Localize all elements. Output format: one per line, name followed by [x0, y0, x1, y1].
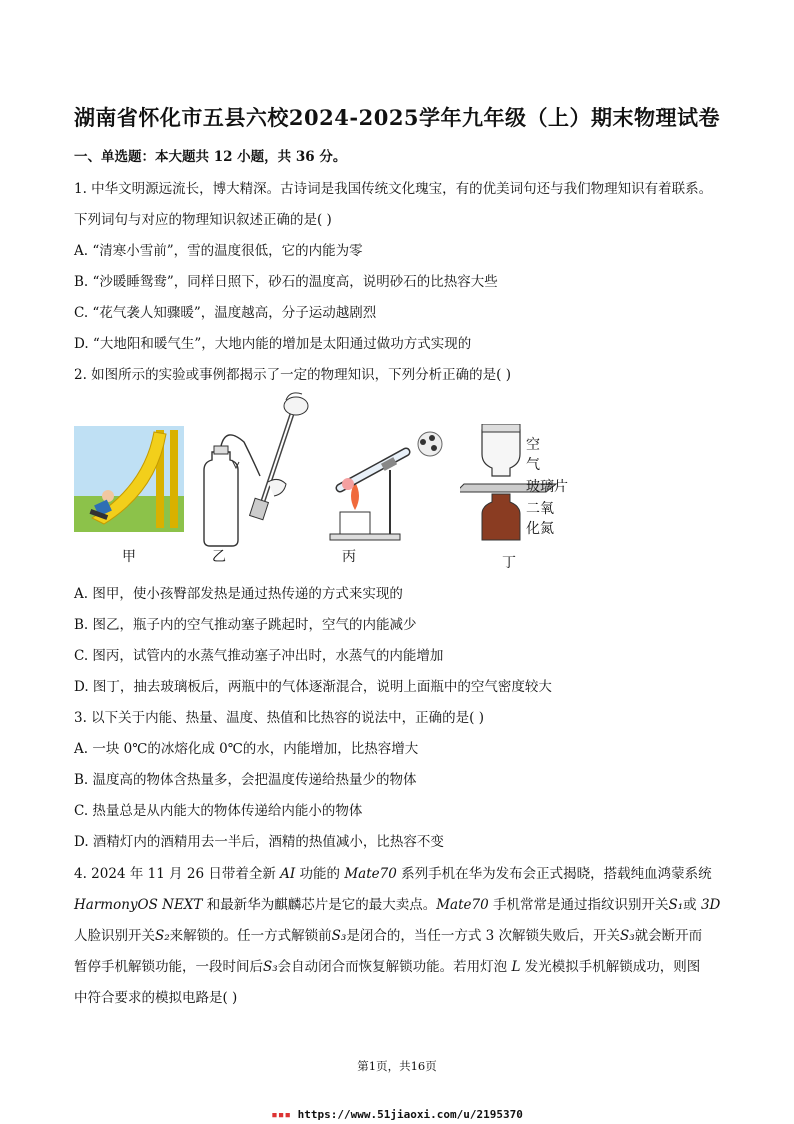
q4-stem-line3: 人脸识别开关S₂来解锁的。任一方式解锁前S₃是闭合的，当任一方式 3 次解锁失败后，开关S₃就会断开而 [74, 928, 703, 944]
q1-stem-line1: 1. 中华文明源远流长，博大精深。古诗词是我国传统文化瑰宝，有的优美词句还与我们物理知识有着联系。 [74, 181, 713, 197]
q2-figures [70, 390, 630, 570]
figure-yi-bottle-pump [186, 390, 316, 550]
watermark-logo-icon: ▪▪▪ [271, 1108, 298, 1121]
q3-option-c: C. 热量总是从内能大的物体传递给内能小的物体 [74, 803, 363, 819]
section-heading: 一、单选题：本大题共 12 小题，共 36 分。 [74, 149, 347, 165]
q4-stem-line5: 中符合要求的模拟电路是( ) [74, 990, 238, 1006]
q1-stem-line2: 下列词句与对应的物理知识叙述正确的是( ) [74, 212, 332, 228]
page-number: 第1页，共16页 [357, 1059, 437, 1073]
figure-label-ding: 丁 [502, 555, 516, 571]
q4-stem-line2: HarmonyOS NEXT 和最新华为麒麟芯片是它的最大卖点。Mate70 手机常常是通过指纹识别开关S₁或 3D [74, 897, 721, 913]
figure-label-ding-glass: 玻璃片 [526, 479, 568, 495]
page-title: 湖南省怀化市五县六校2024-2025学年九年级（上）期末物理试卷 [73, 105, 721, 130]
q1-option-a: A. “清寒小雪前”，雪的温度很低，它的内能为零 [74, 243, 363, 259]
figure-label-jia: 甲 [122, 549, 136, 565]
q3-option-b: B. 温度高的物体含热量多，会把温度传递给热量少的物体 [74, 772, 417, 788]
figure-jia-slide [74, 426, 184, 532]
figure-label-ding-kong: 空 [526, 437, 540, 453]
q3-option-a: A. 一块 0℃的冰熔化成 0℃的水，内能增加，比热容增大 [74, 741, 419, 757]
figure-bing-test-tube [310, 430, 450, 550]
q2-option-c: C. 图丙，试管内的水蒸气推动塞子冲出时，水蒸气的内能增加 [74, 648, 444, 664]
q2-option-d: D. 图丁，抽去玻璃板后，两瓶中的气体逐渐混合，说明上面瓶中的空气密度较大 [74, 679, 552, 695]
q2-option-a: A. 图甲，使小孩臀部发热是通过热传递的方式来实现的 [74, 586, 403, 602]
q1-option-c: C. “花气袭人知骤暖”，温度越高，分子运动越剧烈 [74, 305, 377, 321]
q1-option-d: D. “大地阳和暖气生”，大地内能的增加是太阳通过做功方式实现的 [74, 336, 472, 352]
watermark-link[interactable]: ▪▪▪ https://www.51jiaoxi.com/u/2195370 [271, 1108, 523, 1121]
figure-label-bing: 丙 [342, 549, 356, 565]
q2-stem: 2. 如图所示的实验或事例都揭示了一定的物理知识，下列分析正确的是( ) [74, 367, 511, 383]
figure-label-ding-qi: 气 [526, 457, 540, 473]
q4-stem-line1: 4. 2024 年 11 月 26 日带着全新 AI 功能的 Mate70 系列手机在华为发布会正式揭晓，搭载纯血鸿蒙系统 [74, 866, 712, 882]
q2-option-b: B. 图乙，瓶子内的空气推动塞子跳起时，空气的内能减少 [74, 617, 417, 633]
figure-label-ding-no2-a: 二氧 [526, 501, 554, 517]
figure-label-yi: 乙 [212, 549, 226, 565]
figure-label-ding-no2-b: 化氮 [526, 521, 554, 537]
q1-option-b: B. “沙暖睡鸳鸯”，同样日照下，砂石的温度高，说明砂石的比热容大些 [74, 274, 498, 290]
q3-stem: 3. 以下关于内能、热量、温度、热值和比热容的说法中，正确的是( ) [74, 710, 484, 726]
q4-stem-line4: 暂停手机解锁功能，一段时间后S₃会自动闭合而恢复解锁功能。若用灯泡 L 发光模拟手机解锁成功，则图 [74, 959, 701, 975]
q3-option-d: D. 酒精灯内的酒精用去一半后，酒精的热值减小，比热容不变 [74, 834, 444, 850]
